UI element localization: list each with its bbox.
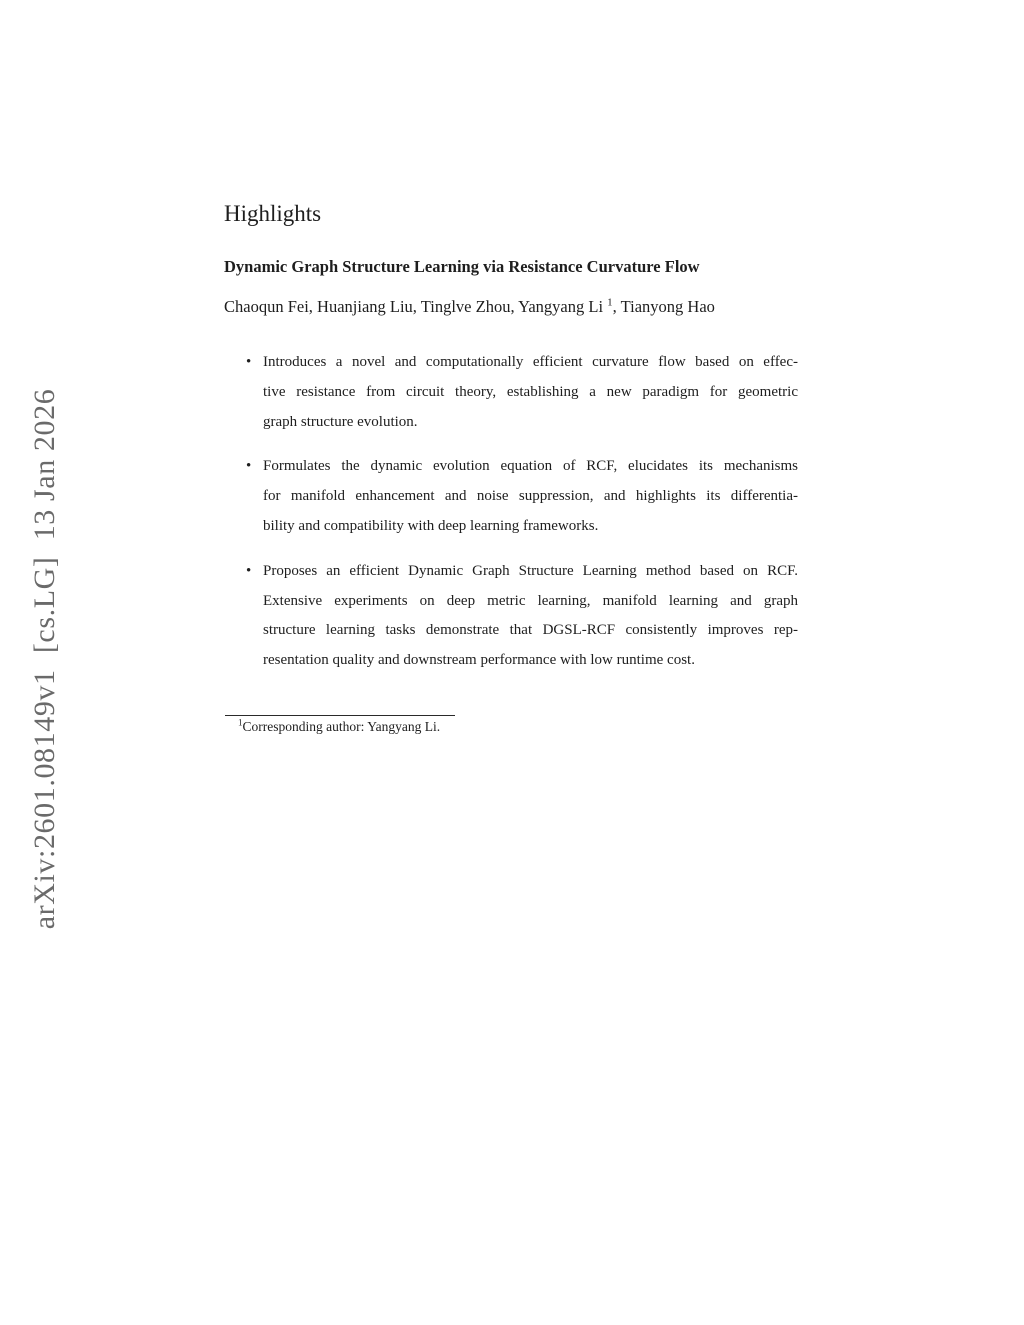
footnote xyxy=(238,718,440,736)
bullet-line: Extensive experiments on deep metric learning, manifold learning and graph xyxy=(263,592,798,609)
bullet-line: bility and compatibility with deep learning frameworks. xyxy=(263,517,599,534)
authors-after-sup: , Tianyong Hao xyxy=(612,297,715,316)
bullet-icon: • xyxy=(246,562,252,579)
list-item xyxy=(224,452,798,541)
footnote-marker: 1 xyxy=(238,717,243,728)
footnote-text: Corresponding author: Yangyang Li. xyxy=(242,719,441,734)
bullet-text xyxy=(263,452,798,541)
list-item xyxy=(224,557,798,676)
bullet-line: graph structure evolution. xyxy=(263,413,418,430)
arxiv-watermark: arXiv:2601.08149v1 [cs.LG] 13 Jan 2026 xyxy=(28,388,61,930)
bullet-line: Formulates the dynamic evolution equation of RCF, elucidates its mechanisms xyxy=(263,458,798,475)
bullet-text xyxy=(263,557,798,676)
bullet-line: for manifold enhancement and noise suppression, and highlights its differentia- xyxy=(263,488,798,505)
page-title: Highlights xyxy=(224,201,322,226)
bullet-text xyxy=(263,348,798,437)
bullet-line: structure learning tasks demonstrate that DGSL-RCF consistently improves rep- xyxy=(263,622,798,639)
bullet-line: tive resistance from circuit theory, establishing a new paradigm for geometric xyxy=(263,383,798,400)
bullet-icon: • xyxy=(246,354,252,370)
bullet-line: Proposes an efficient Dynamic Graph Structure Learning method based on RCF. xyxy=(263,562,798,579)
highlights-list xyxy=(224,348,798,691)
authors-before-sup: Chaoqun Fei, Huanjiang Liu, Tinglve Zhou, Yangyang Li xyxy=(224,297,608,316)
bullet-line: Introduces a novel and computationally efficient curvature flow based on effec- xyxy=(263,354,798,370)
paper-title: Dynamic Graph Structure Learning via Resistance Curvature Flow xyxy=(224,257,700,276)
authors-line xyxy=(224,297,715,317)
footnote-divider xyxy=(225,715,455,716)
corresponding-author-marker: 1 xyxy=(607,296,613,309)
bullet-line: resentation quality and downstream performance with low runtime cost. xyxy=(263,652,695,669)
bullet-icon: • xyxy=(246,458,252,475)
list-item xyxy=(224,348,798,437)
